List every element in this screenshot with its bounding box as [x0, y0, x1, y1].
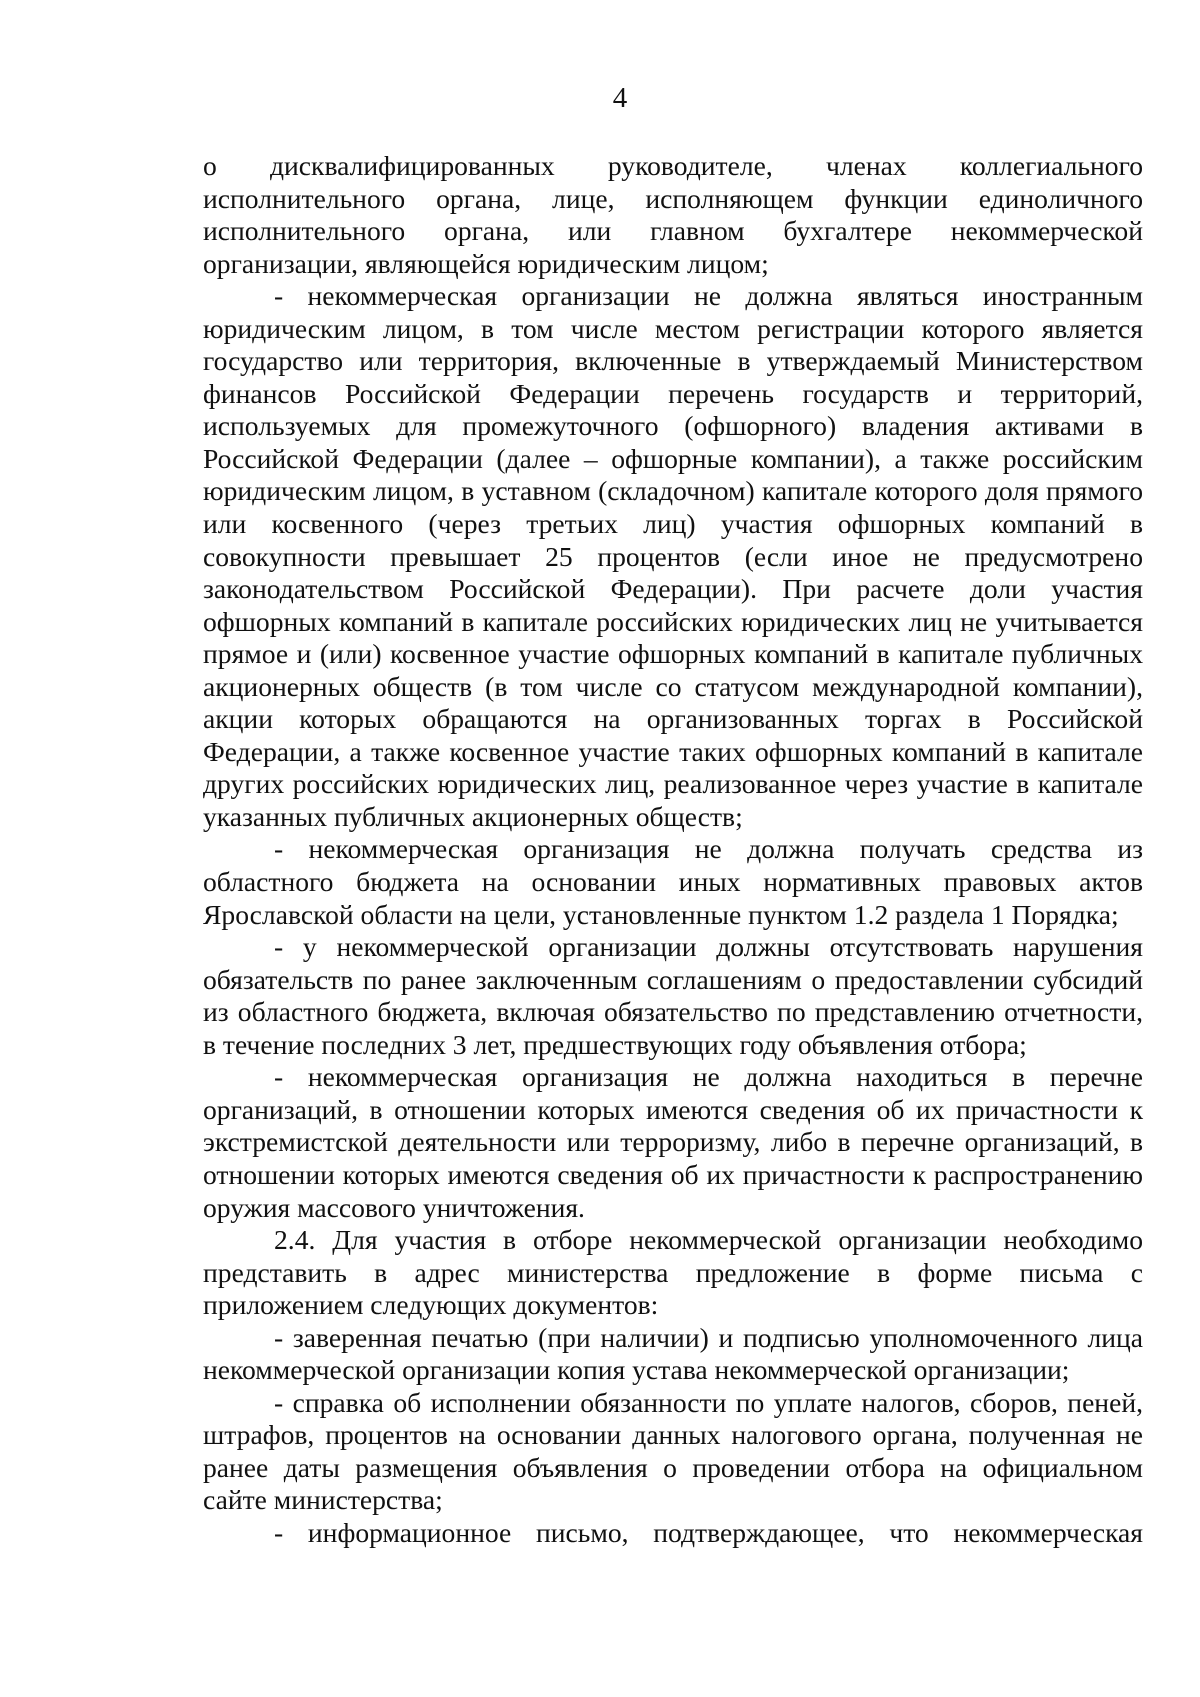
paragraph-extremism-list: - некоммерческая организация не должна находиться в перечне организаций, в отношении которых имеются сведения об их причастности к экстремистской деятельности или терроризму, либо в перечне организаций, в отношении которых имеются сведения об их причастности к распространению оружия массового уничтожения.: [203, 1061, 1143, 1223]
paragraph-offshore-requirement: - некоммерческая организации не должна являться иностранным юридическим лицом, в том числе местом регистрации которого является государство или территория, включенные в утверждаемый Министерством финансов Российской Федерации перечень государств и территорий, используемых для промежуточного (офшорного) владения активами в Российской Федерации (далее – офшорные компании), а также российским юридическим лицом, в уставном (складочном) капитале которого доля прямого или косвенного (через третьих лиц) участия офшорных компаний в совокупности превышает 25 процентов (если иное не предусмотрено законодательством Российской Федерации). При расчете доли участия офшорных компаний в капитале российских юридических лиц не учитывается прямое и (или) косвенное участие офшорных компаний в капитале публичных акционерных обществ (в том числе со статусом международной компании), акции которых обращаются на организованных торгах в Российской Федерации, а также косвенное участие таких офшорных компаний в капитале других российских юридических лиц, реализованное через участие в капитале указанных публичных акционерных обществ;: [203, 280, 1143, 832]
paragraph-charter-copy: - заверенная печатью (при наличии) и подписью уполномоченного лица некоммерческой организации копия устава некоммерческой организации;: [203, 1321, 1143, 1386]
paragraph-info-letter: - информационное письмо, подтверждающее, что некоммерческая: [274, 1516, 1143, 1548]
paragraph-no-violations: - у некоммерческой организации должны отсутствовать нарушения обязательств по ранее заключенным соглашениям о предоставлении субсидий из областного бюджета, включая обязательство по представлению отчетности, в течение последних 3 лет, предшествующих году объявления отбора;: [203, 931, 1143, 1060]
paragraph-continuation: о дисквалифицированных руководителе, членах коллегиального исполнительного органа, лице, исполняющем функции единоличного исполнительного органа, или главном бухгалтере некоммерческой организации, являющейся юридическим лицом;: [203, 150, 1143, 279]
page-number: 4: [612, 82, 628, 114]
paragraph-tax-certificate: - справка об исполнении обязанности по уплате налогов, сборов, пеней, штрафов, процентов на основании данных налогового органа, полученная не ранее даты размещения объявления о проведении отбора на официальном сайте министерства;: [203, 1386, 1143, 1516]
document-body: [203, 150, 1143, 1550]
paragraph-section-2-4: 2.4. Для участия в отборе некоммерческой организации необходимо представить в адрес министерства предложение в форме письма с приложением следующих документов:: [203, 1224, 1143, 1321]
paragraph-no-other-funding: - некоммерческая организация не должна получать средства из областного бюджета на основании иных нормативных правовых актов Ярославской области на цели, установленные пунктом 1.2 раздела 1 Порядка;: [203, 833, 1143, 930]
